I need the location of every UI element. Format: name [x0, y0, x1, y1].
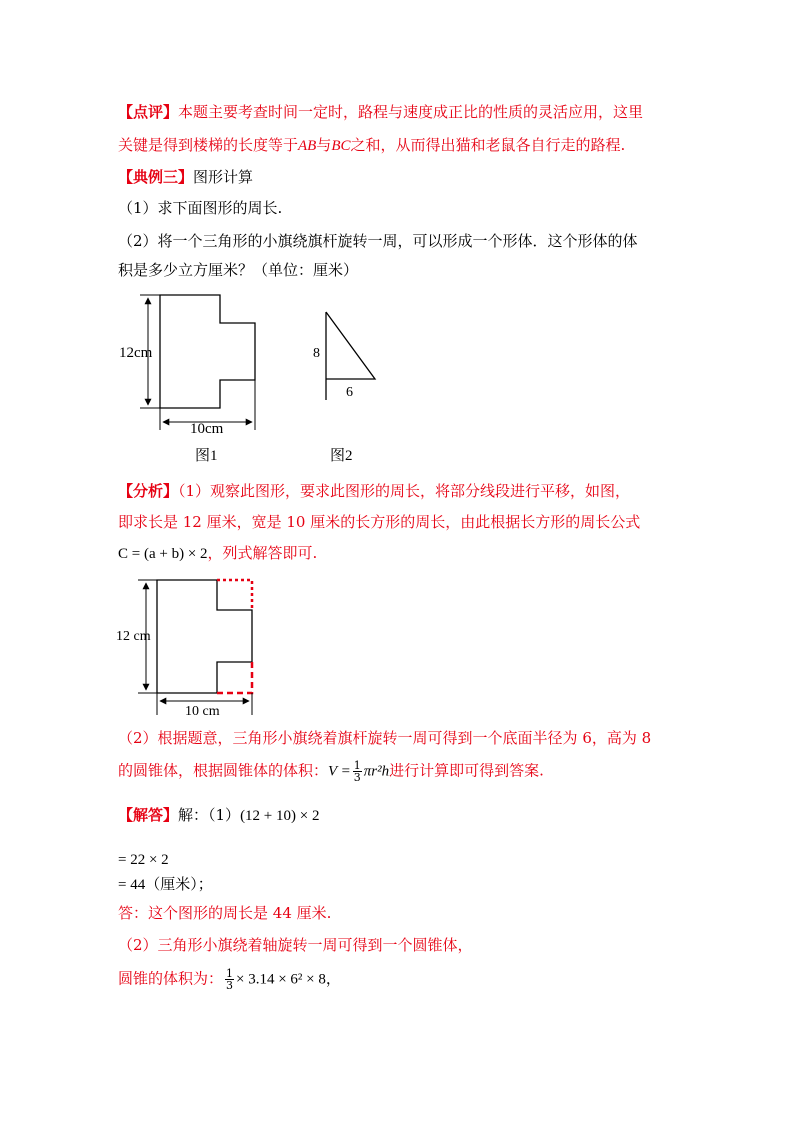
answer-fraction-denominator: 3	[226, 979, 234, 992]
analysis-tag: 【分析】	[118, 482, 179, 500]
comment-text-2c: 之和，从而得出猫和老鼠各自行走的路程.	[350, 136, 626, 154]
example-tag: 【典例三】	[118, 168, 194, 186]
analysis-line-3	[118, 543, 317, 564]
answer-step-3	[118, 874, 213, 895]
answer-tag: 【解答】	[118, 806, 179, 824]
segment-ab: AB	[298, 138, 317, 154]
answer-part2-line-1: （2）三角形小旗绕着轴旋转一周可得到一个圆锥体，	[118, 936, 473, 954]
comment-line-2	[118, 135, 625, 156]
analysis-part2-line-1: （2）根据题意，三角形小旗绕着旗杆旋转一周可得到一个底面半径为 6，高为 8	[118, 729, 652, 747]
analysis-text-1: （1）观察此图形，要求此图形的周长，将部分线段进行平移，如图，	[178, 482, 631, 500]
figures-1-2	[110, 290, 410, 470]
comment-text-2a: 关键是得到楼梯的长度等于	[118, 136, 299, 154]
figure-3-width-label: 10 cm	[185, 704, 220, 719]
example-heading	[118, 167, 253, 187]
comment-tag: 【点评】	[118, 103, 179, 121]
volume-formula-lhs: V =	[328, 763, 351, 780]
figure-1-caption: 图1	[195, 448, 218, 464]
analysis-line-2: 即求长是 12 厘米，宽是 10 厘米的长方形的周长，由此根据长方形的周长公式	[118, 513, 641, 531]
question-1: （1）求下面图形的周长.	[118, 199, 283, 217]
answer-part2-label: 圆锥的体积为：	[118, 969, 224, 988]
question-2-line-2: 积是多少立方厘米？（单位：厘米）	[118, 261, 359, 279]
answer-fraction-numerator: 1	[226, 967, 234, 980]
question-2-line-1: （2）将一个三角形的小旗绕旗杆旋转一周，可以形成一个形体．这个形体的体	[118, 232, 638, 250]
answer-line-1	[118, 805, 319, 826]
figure-2-base-label: 6	[346, 385, 353, 400]
figure-3-shape	[157, 580, 252, 693]
analysis-line-1	[118, 481, 630, 501]
comment-line-1	[118, 102, 643, 122]
answer-expression-1: (12 + 10) × 2	[240, 808, 320, 824]
figure-3-height-label: 12 cm	[116, 629, 151, 644]
figure-1-height-label: 12cm	[119, 345, 153, 361]
example-title: 图形计算	[193, 168, 254, 186]
figure-2-caption: 图2	[330, 448, 353, 464]
analysis-part2-line-2	[118, 760, 544, 783]
answer-step-3-unit: （厘米）；	[145, 875, 213, 893]
analysis-text-3: ，列式解答即可.	[207, 544, 318, 562]
answer-step-2: = 22 × 2	[118, 852, 169, 868]
comment-text-1: 本题主要考查时间一定时，路程与速度成正比的性质的灵活应用，这里	[178, 103, 644, 121]
fraction-denominator: 3	[353, 771, 361, 784]
figure-1-width-label: 10cm	[190, 421, 224, 437]
answer-part2-line-2	[118, 968, 341, 991]
fraction-numerator: 1	[353, 759, 361, 772]
figure-3-translated-segments	[217, 580, 252, 693]
answer-conclusion: 答：这个图形的周长是 44 厘米.	[118, 904, 332, 922]
answer-intro: 解：（1）	[178, 806, 241, 824]
volume-formula-rhs: πr²h	[363, 763, 390, 780]
answer-fraction-one-third	[225, 968, 234, 991]
figure-1-shape	[160, 295, 255, 408]
comment-text-2b: 与	[316, 136, 332, 154]
answer-part2-end: ，	[325, 969, 341, 988]
fraction-one-third	[353, 760, 362, 783]
answer-step-3-value: = 44	[118, 877, 146, 893]
analysis-part2-text-a: 的圆锥体，根据圆锥体的体积：	[118, 761, 329, 780]
perimeter-formula: C = (a + b) × 2	[118, 546, 208, 562]
segment-bc: BC	[331, 138, 351, 154]
figure-2-height-label: 8	[313, 346, 320, 361]
figure-3	[110, 575, 280, 725]
answer-part2-expression: × 3.14 × 6² × 8	[236, 971, 326, 988]
analysis-part2-text-b: 进行计算即可得到答案.	[389, 761, 544, 780]
